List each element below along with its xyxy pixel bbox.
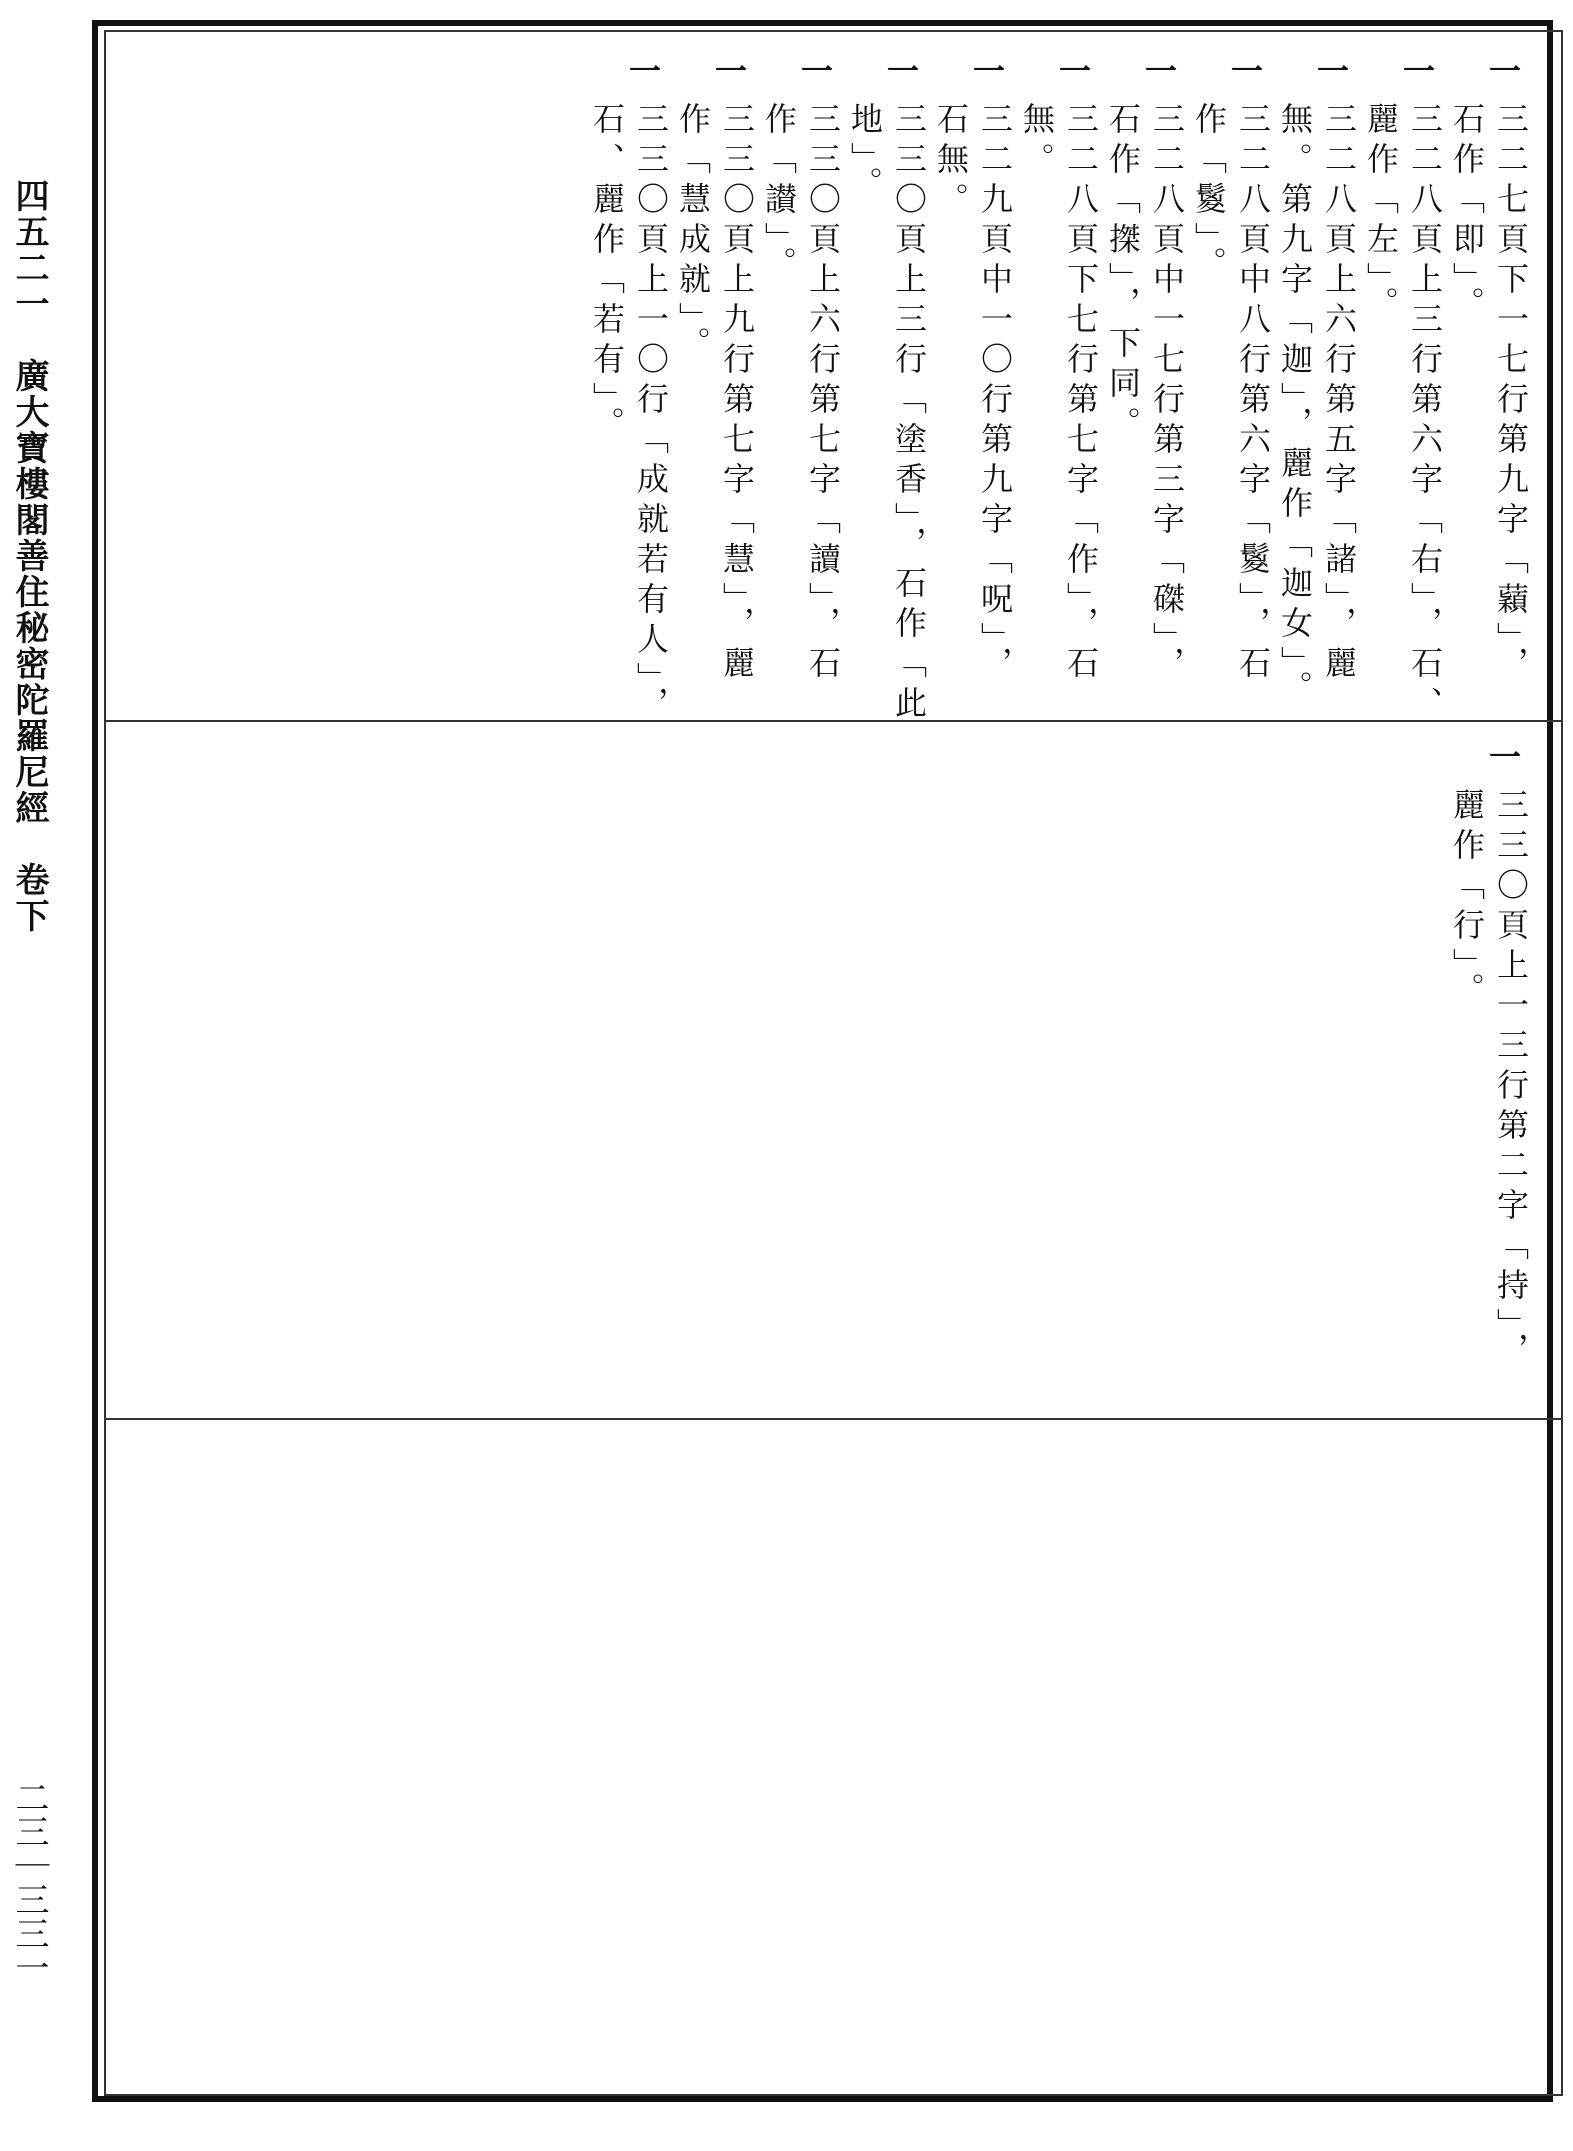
collation-line: 三三〇頁上一三行第二字「持」， <box>1492 788 1530 1372</box>
collation-line: 三二九頁中一〇行第九字「呪」， <box>976 102 1014 686</box>
collation-line: 三二八頁下七行第七字「作」，石 <box>1062 102 1100 686</box>
margin-page-number: 二三｜三三一 <box>9 1780 49 1984</box>
collation-line: 三二八頁中八行第六字「鬉」，石 <box>1234 102 1272 686</box>
collation-line: 三二八頁上六行第五字「諸」，麗 <box>1320 102 1358 686</box>
entry-bullet: 一 <box>1140 54 1178 86</box>
collation-line: 無。 <box>1018 102 1056 182</box>
entry-bullet: 一 <box>796 54 834 86</box>
section-divider <box>104 720 1563 722</box>
collation-line: 石作「即」。 <box>1448 102 1486 326</box>
collation-line: 麗作「行」。 <box>1448 788 1486 1012</box>
collation-line: 三三〇頁上三行「塗香」，石作「此 <box>890 102 928 726</box>
collation-line: 無。第九字「迦」，麗作「迦女」。 <box>1276 102 1314 710</box>
entry-bullet: 一 <box>710 54 748 86</box>
collation-line: 三二八頁中一七行第三字「磔」， <box>1148 102 1186 686</box>
entry-bullet: 一 <box>1484 54 1522 86</box>
collation-line: 作「慧成就」。 <box>674 102 712 366</box>
entry-bullet: 一 <box>1226 54 1264 86</box>
entry-bullet: 一 <box>968 54 1006 86</box>
collation-line: 作「鬉」。 <box>1190 102 1228 286</box>
margin-title: 四五二一 廣大寶樓閣善住秘密陀羅尼經 卷下 <box>9 178 49 934</box>
entry-bullet: 一 <box>882 54 920 86</box>
collation-line: 三二八頁上三行第六字「右」，石、 <box>1406 102 1444 726</box>
collation-line: 作「讃」。 <box>760 102 798 286</box>
collation-line: 三三〇頁上一〇行「成就若有人」， <box>632 102 670 726</box>
collation-line: 地」。 <box>846 102 884 206</box>
entry-bullet: 一 <box>1312 54 1350 86</box>
collation-line: 石、麗作「若有」。 <box>588 102 626 446</box>
collation-line: 三三〇頁上九行第七字「慧」，麗 <box>718 102 756 686</box>
entry-bullet: 一 <box>624 54 662 86</box>
collation-line: 石無。 <box>932 102 970 222</box>
collation-line: 麗作「左」。 <box>1362 102 1400 326</box>
collation-line: 三三〇頁上六行第七字「讀」，石 <box>804 102 842 686</box>
collation-line: 三二七頁下一七行第九字「蘔」， <box>1492 102 1530 686</box>
collation-line: 石作「搩」，下同。 <box>1104 102 1142 446</box>
section-divider <box>104 1418 1563 1420</box>
entry-bullet: 一 <box>1054 54 1092 86</box>
entry-bullet: 一 <box>1484 740 1522 772</box>
entry-bullet: 一 <box>1398 54 1436 86</box>
